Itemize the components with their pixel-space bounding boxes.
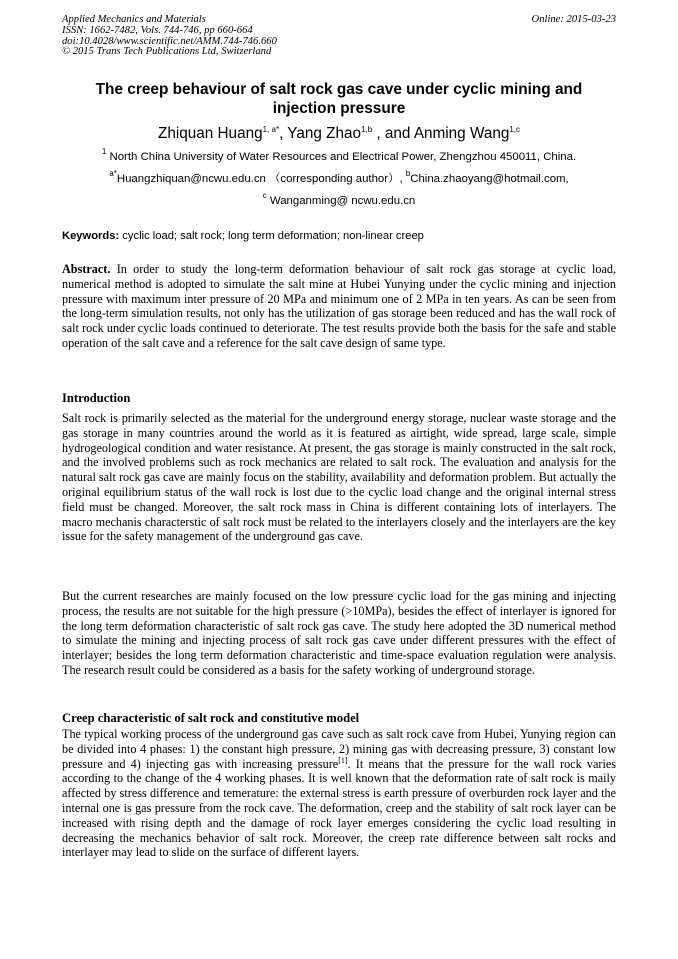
email-b: China.zhaoyang@hotmail.com,	[410, 173, 569, 185]
author-separator: ,	[279, 125, 288, 142]
author-separator: , and	[372, 125, 414, 142]
section-heading-introduction: Introduction	[62, 391, 131, 405]
email-line-2	[62, 191, 616, 208]
abstract	[62, 262, 616, 351]
email-c: Wanganming@ ncwu.edu.cn	[266, 195, 416, 207]
creep-paragraph-1	[62, 727, 616, 860]
email-line	[62, 169, 616, 186]
abstract-label: Abstract.	[62, 262, 111, 276]
creep-text-b: . It means that the pressure for the wall rock varies according to the change of the 4 working phases. It is well known that the deformation rate of salt rock is maily affected by stress difference and temerature: the external stress is earth pressure of overburden rock layer and the internal one is gas pressure from the rock cave. The deformation, creep and the stability of salt rock layer can be increased with rising depth and the damage of rock layer emerges considering the cyclic load resulting in decreasing the mechanics behavior of salt rock. Moreover, the creep rate difference between salt rocks and interlayer may lead to slide on the surface of different layers.	[62, 756, 616, 860]
copyright: © 2015 Trans Tech Publications Ltd, Switzerland	[62, 46, 272, 58]
email-mark: b	[405, 169, 411, 178]
author-name: Yang Zhao	[287, 125, 362, 142]
abstract-text: In order to study the long-term deformation behaviour of salt rock gas storage at cyclic load, numerical method is adopted to simulate the salt mine at Hubei Yunying under the cyclic mining and injection pressure with maximum inter pressure of 20 MPa and minimum one of 2 MPa in ten years. As can be seen from the long-term simulation results, not only has the utilization of gas storage been reduced and has the wall rock of salt rock under cyclic loads continued to deteriorate. The test results provide both the basis for the safe and stable operation of the salt cave and a reference for the salt cave design of same type.	[62, 262, 616, 350]
affiliation	[62, 147, 616, 164]
online-date: Online: 2015-03-23	[531, 14, 616, 25]
keywords	[62, 229, 616, 243]
doi: doi:10.4028/www.scientific.net/AMM.744-746.660	[62, 35, 277, 47]
affiliation-text: North China University of Water Resources and Electrical Power, Zhengzhou 450011, China.	[109, 151, 577, 163]
journal-header	[62, 15, 616, 58]
issn: ISSN: 1662-7482, Vols. 744-746, pp 660-664	[62, 24, 253, 36]
author-name: Anming Wang	[413, 125, 510, 142]
keywords-text: cyclic load; salt rock; long term deformation; non-linear creep	[119, 230, 424, 242]
author-affil-mark: 1,c	[509, 125, 521, 134]
intro-paragraph-2: But the current researches are mainly focused on the low pressure cyclic load for the gas mining and injecting process, the results are not suitable for the high pressure (>10MPa), besides the effect of interlayer is ignored for the long term deformation characteristic of salt rock gas cave. The study here adopted the 3D numerical method to simulate the mining and injecting process of salt rock gas cave under different pressures with the effect of interlayer; besides the long term deformation characteristic and time-space evaluation regulation were analysis. The research result could be considered as a basis for the safety working of underground storage.	[62, 589, 616, 677]
creep-text-a: The typical working process of the underground gas cave such as salt rock cave from Hubei, Yunying region can be divided into 4 phases: 1) the constant high pressure, 2) mining gas with decreasing pressure, 3) constant low pressure and 4) injecting gas with increasing pressure	[62, 727, 616, 771]
author-name: Zhiquan Huang	[157, 125, 263, 142]
citation-ref: [1]	[338, 755, 348, 765]
email-mark: c	[262, 191, 267, 200]
intro-paragraph-1: Salt rock is primarily selected as the material for the underground energy storage, nuclear waste storage and the gas storage in many countries around the world as it is featured as airtight, wide spread, large scale, simple hydrogeological condition and water resistance. At present, the gas storage is mainly constructed in the salt rock, and the involved problems such as rock mechanics are related to salt rock. The evaluation and analysis for the natural salt rock gas cave are mainly focus on the stability, availability and deformation problem. But actually the original equilibrium status of the wall rock is lost due to the cyclic load change and the original internal stress field must be changed. Moreover, the salt rock mass in China is different containing lots of interlayers. The macro mechanis characterstic of salt rock must be related to the interlayers closely and the interlayers are the key issue for the safety management of the underground gas cave.	[62, 411, 616, 544]
journal-name: Applied Mechanics and Materials	[62, 14, 206, 25]
email-a: Huangzhiquan@ncwu.edu.cn （corresponding author）,	[116, 173, 406, 185]
paper-title: The creep behaviour of salt rock gas cave under cyclic mining and injection pressure	[95, 81, 583, 117]
section-heading-creep: Creep characteristic of salt rock and constitutive model	[62, 711, 360, 725]
author-affil-mark: 1,b	[361, 125, 373, 134]
author-list	[62, 124, 616, 143]
email-mark: a*	[109, 169, 117, 178]
keywords-label: Keywords:	[62, 230, 120, 242]
author-affil-mark: 1, a*	[262, 125, 280, 134]
affiliation-mark: 1	[101, 147, 107, 156]
